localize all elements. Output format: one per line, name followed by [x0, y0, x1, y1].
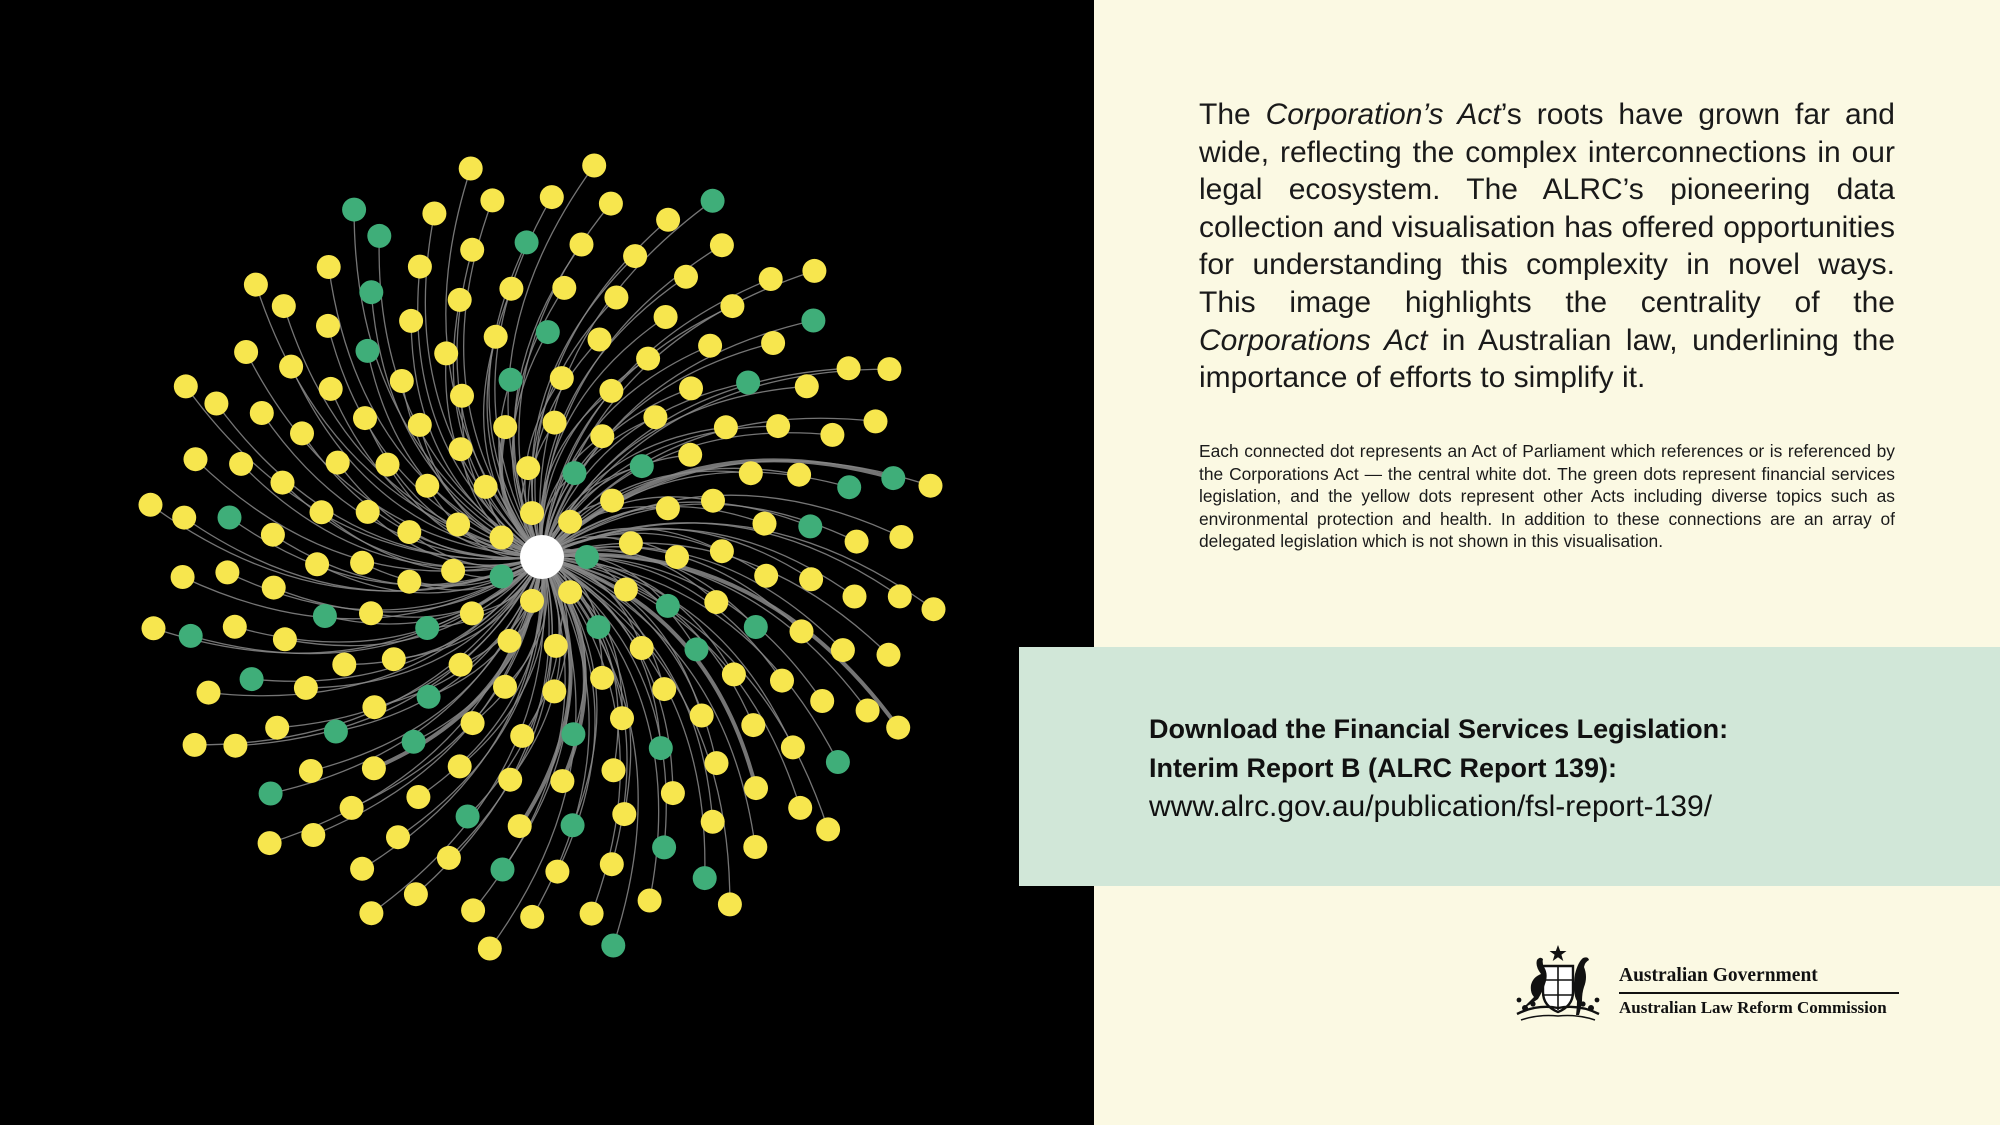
other-act-node	[610, 706, 634, 730]
financial-act-node	[630, 454, 654, 478]
other-act-node	[550, 769, 574, 793]
financial-act-node	[218, 506, 242, 530]
other-act-node	[490, 526, 514, 550]
intro-paragraph	[1199, 96, 1895, 397]
other-act-node	[656, 208, 680, 232]
other-act-node	[704, 590, 728, 614]
financial-act-node	[656, 594, 680, 618]
other-act-node	[299, 759, 323, 783]
other-act-node	[174, 374, 198, 398]
financial-act-node	[575, 545, 599, 569]
other-act-node	[665, 545, 689, 569]
other-act-node	[244, 273, 268, 297]
other-act-node	[350, 551, 374, 575]
financial-act-node	[798, 514, 822, 538]
other-act-node	[408, 413, 432, 437]
other-act-node	[718, 892, 742, 916]
other-act-node	[710, 233, 734, 257]
network-nodes	[139, 154, 946, 961]
other-act-node	[353, 406, 377, 430]
other-act-node	[215, 560, 239, 584]
other-act-node	[171, 565, 195, 589]
financial-act-node	[342, 198, 366, 222]
other-act-node	[279, 355, 303, 379]
financial-act-node	[356, 339, 380, 363]
other-act-node	[250, 401, 274, 425]
other-act-node	[362, 695, 386, 719]
other-act-node	[397, 520, 421, 544]
other-act-node	[229, 452, 253, 476]
other-act-node	[460, 238, 484, 262]
other-act-node	[273, 627, 297, 651]
financial-act-node	[837, 475, 861, 499]
other-act-node	[590, 666, 614, 690]
other-act-node	[183, 733, 207, 757]
other-act-node	[139, 493, 163, 517]
other-act-node	[520, 589, 544, 613]
other-act-node	[376, 453, 400, 477]
other-act-node	[877, 357, 901, 381]
financial-act-node	[561, 813, 585, 837]
other-act-node	[788, 796, 812, 820]
other-act-node	[484, 325, 508, 349]
corporations-act-node	[520, 535, 564, 579]
other-act-node	[810, 689, 834, 713]
other-act-node	[449, 653, 473, 677]
other-act-node	[720, 294, 744, 318]
other-act-node	[714, 415, 738, 439]
other-act-node	[550, 366, 574, 390]
other-act-node	[441, 559, 465, 583]
other-act-node	[787, 463, 811, 487]
other-act-node	[449, 437, 473, 461]
other-act-node	[340, 796, 364, 820]
other-act-node	[326, 451, 350, 475]
network-edge	[490, 557, 576, 949]
financial-act-node	[415, 616, 439, 640]
other-act-node	[422, 202, 446, 226]
other-act-node	[816, 817, 840, 841]
other-act-node	[474, 475, 498, 499]
other-act-node	[600, 489, 624, 513]
other-act-node	[744, 776, 768, 800]
financial-act-node	[536, 320, 560, 344]
other-act-node	[831, 638, 855, 662]
other-act-node	[258, 831, 282, 855]
network-edge	[542, 557, 659, 901]
financial-act-node	[359, 280, 383, 304]
other-act-node	[638, 889, 662, 913]
other-act-node	[698, 334, 722, 358]
other-act-node	[652, 677, 676, 701]
financial-act-node	[736, 371, 760, 395]
other-act-node	[614, 578, 638, 602]
other-act-node	[478, 937, 502, 961]
other-act-node	[722, 662, 746, 686]
other-act-node	[499, 277, 523, 301]
other-act-node	[543, 411, 567, 435]
other-act-node	[754, 564, 778, 588]
download-title-line-2: Interim Report B (ALRC Report 139):	[1149, 753, 1618, 783]
other-act-node	[802, 259, 826, 283]
other-act-node	[600, 852, 624, 876]
other-act-node	[877, 643, 901, 667]
other-act-node	[204, 392, 228, 416]
other-act-node	[552, 276, 576, 300]
other-act-node	[636, 347, 660, 371]
other-act-node	[599, 379, 623, 403]
other-act-node	[545, 860, 569, 884]
financial-act-node	[491, 858, 515, 882]
other-act-node	[701, 810, 725, 834]
other-act-node	[759, 267, 783, 291]
other-act-node	[399, 309, 423, 333]
intro-text-1: The	[1199, 98, 1266, 131]
logo-divider	[1619, 992, 1899, 994]
financial-act-node	[456, 805, 480, 829]
financial-act-node	[324, 720, 348, 744]
other-act-node	[643, 405, 667, 429]
other-act-node	[820, 423, 844, 447]
other-act-node	[234, 340, 258, 364]
other-act-node	[386, 825, 410, 849]
other-act-node	[922, 597, 946, 621]
financial-act-node	[652, 835, 676, 859]
other-act-node	[753, 512, 777, 536]
other-act-node	[582, 154, 606, 178]
other-act-node	[837, 356, 861, 380]
other-act-node	[661, 781, 685, 805]
other-act-node	[350, 857, 374, 881]
other-act-node	[448, 754, 472, 778]
financial-act-node	[402, 730, 426, 754]
other-act-node	[656, 496, 680, 520]
government-logo	[1505, 944, 1897, 1024]
other-act-node	[332, 653, 356, 677]
other-act-node	[743, 835, 767, 859]
other-act-node	[674, 265, 698, 289]
financial-act-node	[685, 637, 709, 661]
financial-act-node	[313, 604, 337, 628]
other-act-node	[301, 823, 325, 847]
financial-act-node	[701, 189, 725, 213]
other-act-node	[678, 443, 702, 467]
other-act-node	[223, 615, 247, 639]
other-act-node	[799, 567, 823, 591]
other-act-node	[223, 734, 247, 758]
financial-act-node	[744, 615, 768, 639]
other-act-node	[516, 456, 540, 480]
other-act-node	[448, 288, 472, 312]
other-act-node	[701, 489, 725, 513]
other-act-node	[317, 255, 341, 279]
other-act-node	[705, 751, 729, 775]
other-act-node	[382, 647, 406, 671]
other-act-node	[739, 461, 763, 485]
other-act-node	[604, 286, 628, 310]
other-act-node	[446, 513, 470, 537]
other-act-node	[271, 471, 295, 495]
other-act-node	[540, 185, 564, 209]
other-act-node	[510, 724, 534, 748]
financial-act-node	[801, 309, 825, 333]
financial-act-node	[515, 230, 539, 254]
other-act-node	[856, 699, 880, 723]
other-act-node	[265, 716, 289, 740]
other-act-node	[262, 576, 286, 600]
other-act-node	[889, 525, 913, 549]
other-act-node	[310, 500, 334, 524]
other-act-node	[460, 601, 484, 625]
other-act-node	[599, 192, 623, 216]
other-act-node	[690, 704, 714, 728]
financial-act-node	[826, 750, 850, 774]
other-act-node	[781, 735, 805, 759]
other-act-node	[679, 376, 703, 400]
financial-act-node	[499, 368, 523, 392]
financial-act-node	[649, 736, 673, 760]
agency-name: Australian Law Reform Commission	[1619, 998, 1887, 1017]
other-act-node	[741, 713, 765, 737]
other-act-node	[362, 756, 386, 780]
financial-act-node	[367, 224, 391, 248]
other-act-node	[397, 570, 421, 594]
other-act-node	[508, 814, 532, 838]
other-act-node	[498, 768, 522, 792]
financial-act-node	[417, 685, 441, 709]
other-act-node	[498, 629, 522, 653]
other-act-node	[623, 244, 647, 268]
other-act-node	[480, 188, 504, 212]
other-act-node	[570, 233, 594, 257]
other-act-node	[493, 675, 517, 699]
other-act-node	[359, 601, 383, 625]
other-act-node	[790, 619, 814, 643]
other-act-node	[843, 585, 867, 609]
other-act-node	[450, 384, 474, 408]
other-act-node	[461, 711, 485, 735]
other-act-node	[845, 530, 869, 554]
financial-act-node	[240, 667, 264, 691]
other-act-node	[520, 905, 544, 929]
visualisation-caption: Each connected dot represents an Act of Parliament which references or is referenced by the Corporations Act — the central white dot. The green dots represent financial services legislation, and the yellow dots represent other Acts including diverse topics such as environmental protection and health. In addition to these connections are an array of delegated legislation which is not shown in this visualisation.	[1199, 441, 1895, 551]
other-act-node	[459, 157, 483, 181]
financial-act-node	[259, 782, 283, 806]
other-act-node	[437, 846, 461, 870]
download-title	[1149, 710, 1909, 788]
other-act-node	[461, 898, 485, 922]
other-act-node	[770, 669, 794, 693]
financial-act-node	[490, 565, 514, 589]
other-act-node	[520, 501, 544, 525]
other-act-node	[612, 802, 636, 826]
other-act-node	[316, 314, 340, 338]
other-act-node	[272, 294, 296, 318]
intro-text-3: in Australian law, underlining the importance of efforts to simplify it.	[1199, 323, 1896, 395]
financial-act-node	[881, 466, 905, 490]
financial-act-node	[586, 615, 610, 639]
network-edge	[542, 369, 889, 557]
other-act-node	[619, 531, 643, 555]
other-act-node	[493, 415, 517, 439]
other-act-node	[864, 409, 888, 433]
government-name: Australian Government	[1619, 965, 1818, 986]
other-act-node	[356, 500, 380, 524]
financial-act-node	[561, 722, 585, 746]
other-act-node	[886, 716, 910, 740]
other-act-node	[588, 328, 612, 352]
other-act-node	[888, 584, 912, 608]
other-act-node	[542, 679, 566, 703]
download-link[interactable]: www.alrc.gov.au/publication/fsl-report-139/	[1149, 790, 1713, 823]
other-act-node	[261, 523, 285, 547]
other-act-node	[590, 424, 614, 448]
other-act-node	[142, 616, 166, 640]
other-act-node	[319, 377, 343, 401]
other-act-node	[654, 305, 678, 329]
other-act-node	[919, 474, 943, 498]
intro-act-name-2: Corporations Act	[1199, 323, 1428, 357]
other-act-node	[558, 510, 582, 534]
other-act-node	[294, 676, 318, 700]
other-act-node	[172, 506, 196, 530]
other-act-node	[761, 331, 785, 355]
intro-act-name-1: Corporation’s Act	[1265, 98, 1501, 131]
other-act-node	[602, 758, 626, 782]
network-edge	[542, 426, 778, 557]
other-act-node	[558, 580, 582, 604]
other-act-node	[184, 447, 208, 471]
other-act-node	[404, 882, 428, 906]
other-act-node	[710, 539, 734, 563]
financial-act-node	[693, 866, 717, 890]
financial-act-node	[601, 934, 625, 958]
financial-act-node	[563, 461, 587, 485]
other-act-node	[390, 369, 414, 393]
other-act-node	[415, 474, 439, 498]
other-act-node	[406, 785, 430, 809]
intro-text-2: ’s roots have grown far and wide, reflecting the complex interconnections in our legal ecosystem. The ALRC’s pioneering data collection and visualisation has offered opportunities for understanding this complexity in novel ways. This image highlights the centrality of the	[1199, 98, 1895, 319]
other-act-node	[766, 414, 790, 438]
other-act-node	[630, 636, 654, 660]
other-act-node	[434, 341, 458, 365]
other-act-node	[795, 374, 819, 398]
other-act-node	[580, 902, 604, 926]
financial-act-node	[179, 624, 203, 648]
coat-of-arms-icon	[1505, 944, 1611, 1024]
other-act-node	[197, 681, 221, 705]
other-act-node	[408, 255, 432, 279]
other-act-node	[305, 552, 329, 576]
other-act-node	[290, 421, 314, 445]
download-title-line-1: Download the Financial Services Legislation:	[1149, 714, 1729, 744]
other-act-node	[359, 901, 383, 925]
other-act-node	[544, 634, 568, 658]
